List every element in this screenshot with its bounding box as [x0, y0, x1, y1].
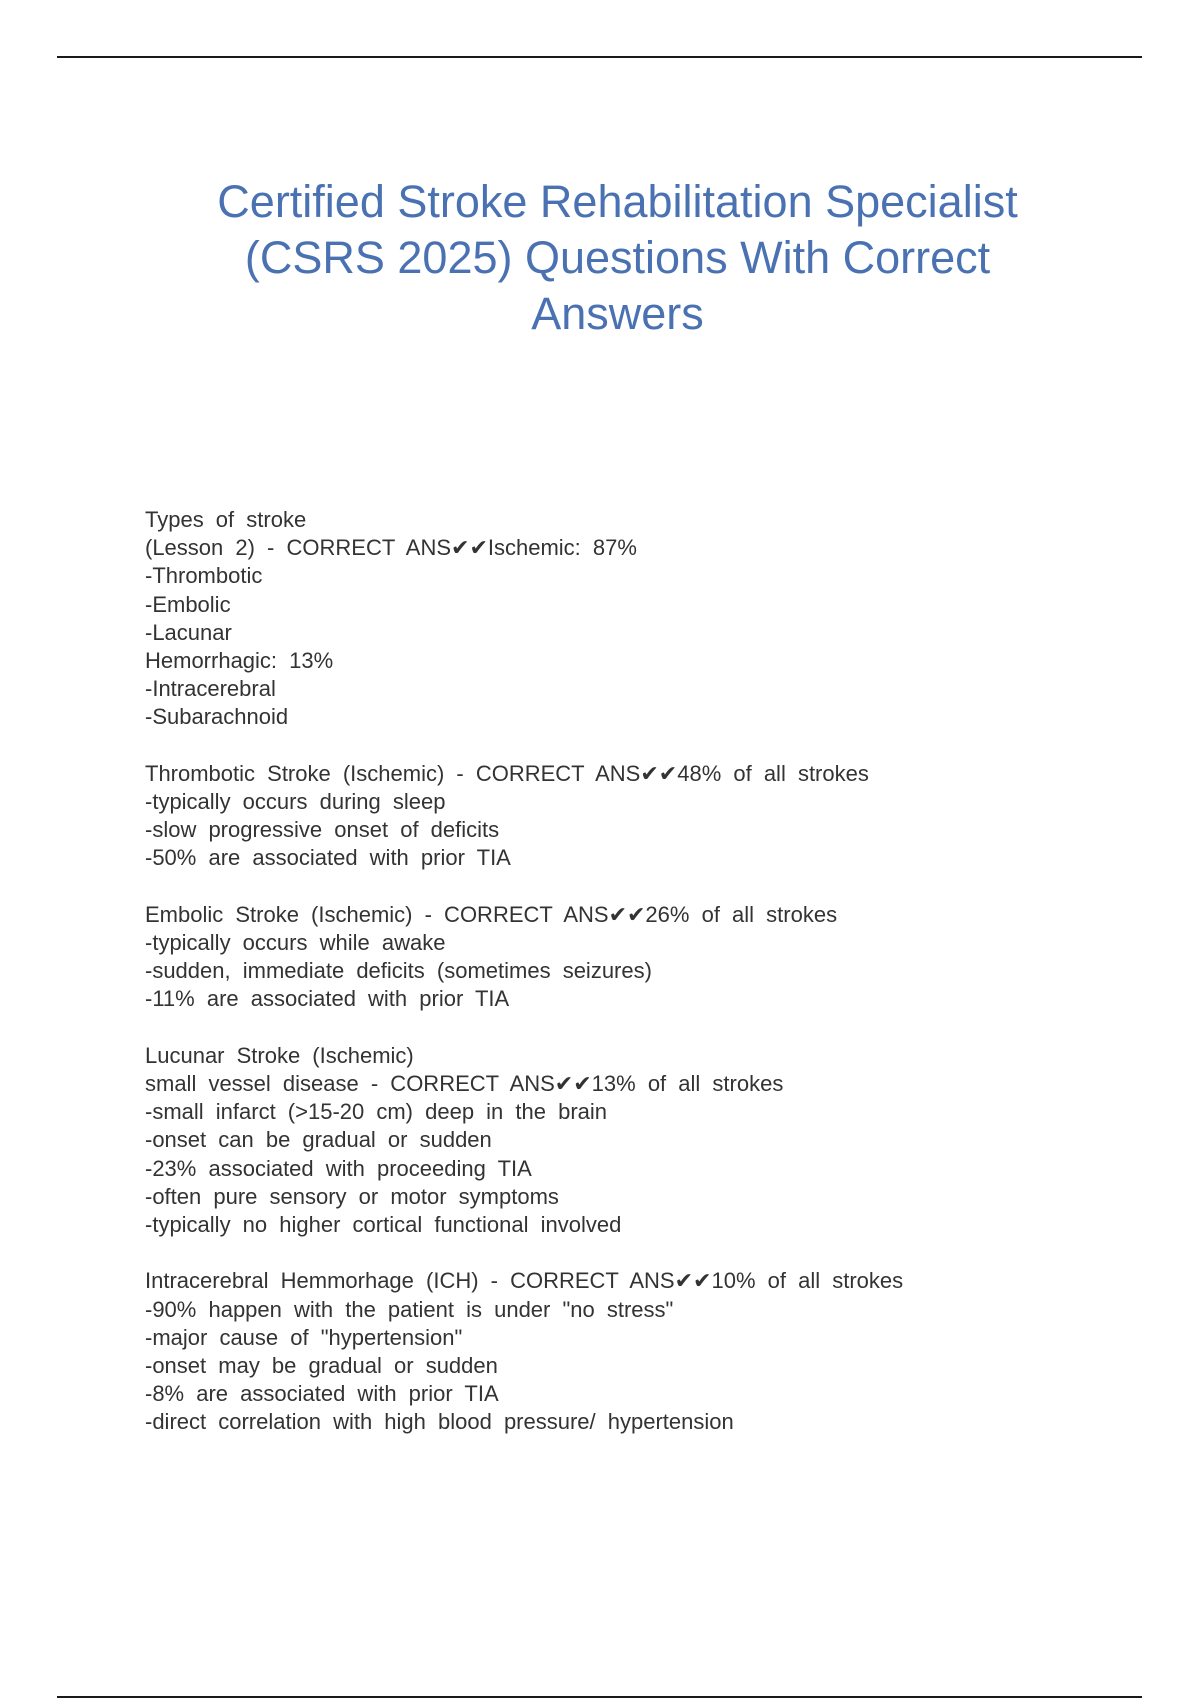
entry-line: -slow progressive onset of deficits: [145, 817, 500, 843]
entry-line: Hemorrhagic: 13%: [145, 648, 334, 674]
entry-line: -50% are associated with prior TIA: [145, 845, 511, 871]
entry-line: -11% are associated with prior TIA: [145, 986, 510, 1012]
entry-line: -23% associated with proceeding TIA: [145, 1155, 532, 1181]
entry-line: -typically occurs while awake: [145, 930, 446, 956]
entry-line: -small infarct (>15-20 cm) deep in the brain: [145, 1099, 608, 1125]
entry-line: -8% are associated with prior TIA: [145, 1381, 499, 1407]
qa-entry-embolic: [145, 901, 1145, 1014]
qa-content: [145, 506, 1145, 1437]
entry-line: (Lesson 2) - CORRECT ANS✔✔Ischemic: 87%: [145, 535, 637, 561]
entry-line: -90% happen with the patient is under "no stress": [145, 1296, 674, 1322]
page-title: [150, 174, 1085, 342]
entry-line: -Lacunar: [145, 619, 232, 645]
bottom-rule: [57, 1696, 1142, 1698]
entry-line: -sudden, immediate deficits (sometimes seizures): [145, 958, 652, 984]
entry-line: -often pure sensory or motor symptoms: [145, 1183, 559, 1209]
entry-line: Thrombotic Stroke (Ischemic) - CORRECT ANS✔✔48% of all strokes: [145, 760, 869, 786]
entry-line: -onset can be gradual or sudden: [145, 1127, 492, 1153]
entry-line: -Thrombotic: [145, 563, 263, 589]
entry-line: -Intracerebral: [145, 676, 276, 702]
qa-entry-lacunar: [145, 1042, 1145, 1239]
entry-line: Embolic Stroke (Ischemic) - CORRECT ANS✔✔26% of all strokes: [145, 901, 838, 927]
entry-line: -Subarachnoid: [145, 704, 289, 730]
entry-line: -direct correlation with high blood pressure/ hypertension: [145, 1409, 734, 1435]
entry-line: -major cause of "hypertension": [145, 1324, 463, 1350]
top-rule: [57, 56, 1142, 58]
entry-line: small vessel disease - CORRECT ANS✔✔13% of all strokes: [145, 1071, 784, 1097]
title-line: (CSRS 2025) Questions With Correct: [244, 232, 991, 283]
qa-entry-types-of-stroke: [145, 506, 1145, 732]
entry-line: -Embolic: [145, 591, 231, 617]
entry-line: Types of stroke: [145, 507, 307, 532]
entry-line: -typically occurs during sleep: [145, 789, 446, 815]
entry-line: Intracerebral Hemmorhage (ICH) - CORRECT ANS✔✔10% of all strokes: [145, 1268, 904, 1294]
entry-line: -typically no higher cortical functional involved: [145, 1212, 622, 1238]
qa-entry-thrombotic: [145, 760, 1145, 873]
title-line: Certified Stroke Rehabilitation Specialist: [217, 176, 1018, 227]
qa-entry-intracerebral: [145, 1267, 1145, 1436]
entry-line: Lucunar Stroke (Ischemic): [145, 1042, 414, 1068]
title-line: Answers: [531, 288, 704, 339]
entry-line: -onset may be gradual or sudden: [145, 1353, 498, 1379]
